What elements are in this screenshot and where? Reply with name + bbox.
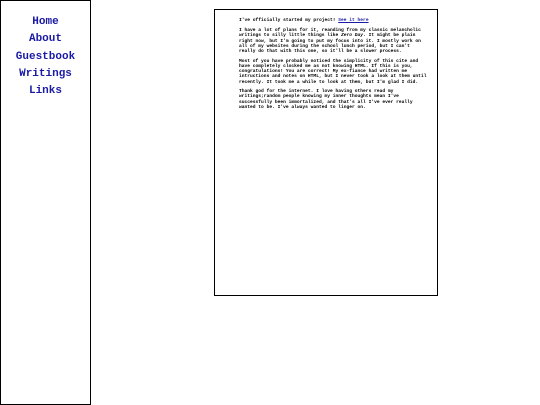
see-it-here-link[interactable]: See it here	[338, 18, 369, 23]
nav-link-guestbook[interactable]: Guestbook	[15, 50, 76, 63]
nav-link-home[interactable]: Home	[32, 16, 59, 28]
post-paragraph-1-start: I have a lot of plans for it, reanding from my classic melancholic writings to silly little things like	[239, 28, 421, 39]
post-content-box	[214, 9, 438, 296]
post-paragraph-1	[239, 28, 427, 54]
nav-link-writings[interactable]: Writings	[19, 67, 72, 80]
sidebar	[0, 0, 91, 405]
post-intro	[239, 18, 427, 23]
post-paragraph-1-end: . It might be plain right now, but I'm going to put my focus into it. I mostly work on all of my websites during the school lunch period, but I can't really do that with this one, so it'll be a slower process.	[239, 33, 421, 55]
nav-link-about[interactable]: About	[28, 33, 62, 46]
nav-link-links[interactable]: Links	[28, 85, 62, 98]
nav-list	[1, 12, 90, 98]
post-paragraph-3: Thank god for the internet. I love having others read my writings;random people knowing my inner thoughts mean I've successfully been immortalized, and that's all I've ever really wanted to be. I've always wanted to linger on.	[239, 89, 413, 110]
nav-item-about	[1, 29, 90, 46]
nav-item-writings	[1, 64, 90, 81]
nav-item-guestbook	[1, 47, 90, 64]
post-intro-text: I've officially started my project!	[239, 18, 339, 23]
nav-item-links	[1, 81, 90, 98]
zero-day-title: Zero Day	[341, 33, 364, 39]
post-paragraph-2: Most of you have probably noticed the simplicity of this cite and have completely clocked me as not knowing HTML. If this is you, congratulations! You are correct! My ex-fiance had written me intructions and notes on HTML, but I never took a look at them until recently. It took me a while to look at them, but I'm glad I did.	[239, 58, 427, 85]
nav-item-home	[1, 12, 90, 29]
